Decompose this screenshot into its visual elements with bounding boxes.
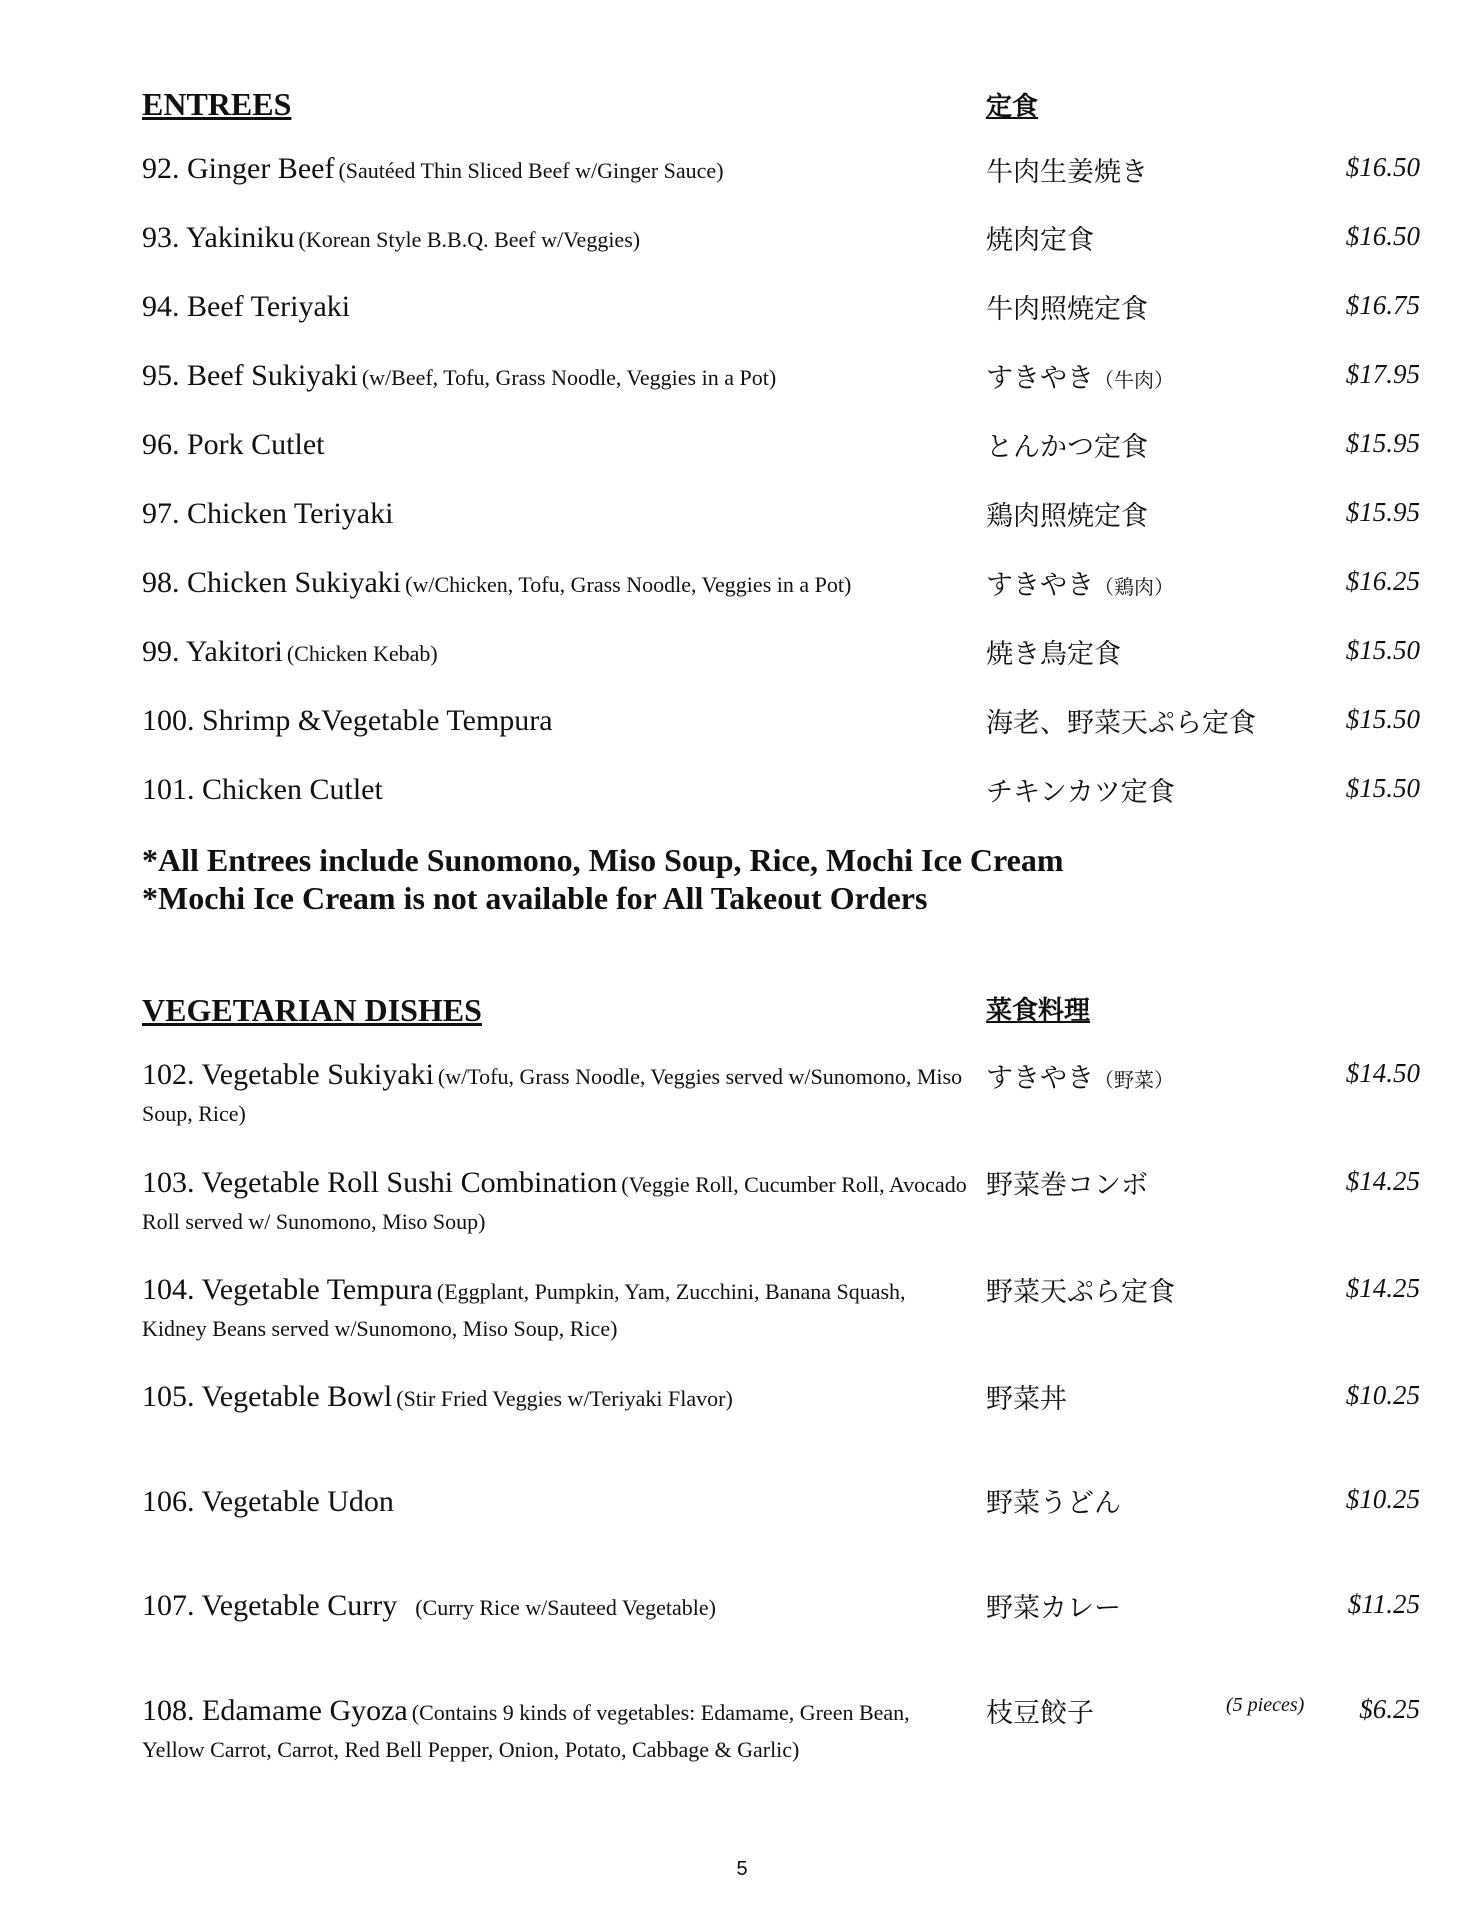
item-price: $15.50 — [1345, 773, 1420, 803]
entrees-note-included: *All Entrees include Sunomono, Miso Soup, Rice, Mochi Ice Cream — [142, 842, 1064, 878]
item-jp: 野菜巻コンボ — [986, 1170, 1148, 1201]
item-name: 94. Beef Teriyaki — [142, 290, 351, 323]
menu-item-101 — [142, 773, 972, 812]
item-desc: (Stir Fried Veggies w/Teriyaki Flavor) — [396, 1386, 733, 1411]
menu-item-92 — [142, 152, 972, 191]
item-jp: すきやき（野菜） — [986, 1063, 1174, 1094]
item-price: $6.25 — [1359, 1694, 1420, 1724]
menu-item-108 — [142, 1694, 972, 1770]
item-price: $14.50 — [1345, 1058, 1420, 1088]
gyoza-pieces: (5 pieces) — [1226, 1694, 1305, 1716]
item-name: 98. Chicken Sukiyaki — [142, 566, 402, 599]
item-price: $15.95 — [1345, 497, 1420, 527]
item-price: $10.25 — [1345, 1380, 1420, 1410]
item-price: $15.95 — [1345, 428, 1420, 458]
item-price: $16.50 — [1345, 221, 1420, 251]
menu-item-97 — [142, 497, 972, 536]
item-name: 101. Chicken Cutlet — [142, 773, 383, 806]
item-price: $11.25 — [1347, 1589, 1420, 1619]
item-desc: (w/Tofu, Grass Noodle, Veggies served w/Sunomono, Miso Soup, Rice) — [142, 1064, 963, 1126]
item-price: $16.25 — [1345, 566, 1420, 596]
item-jp: 牛肉生姜焼き — [986, 157, 1148, 188]
menu-item-107 — [142, 1589, 972, 1628]
item-desc: (Curry Rice w/Sauteed Vegetable) — [415, 1595, 717, 1620]
item-price: $16.50 — [1345, 152, 1420, 182]
item-name: 96. Pork Cutlet — [142, 428, 325, 461]
item-name: 97. Chicken Teriyaki — [142, 497, 394, 530]
item-jp: 焼肉定食 — [986, 225, 1094, 256]
menu-item-94 — [142, 290, 972, 329]
item-jp: 焼き鳥定食 — [986, 639, 1121, 670]
item-jp: チキンカツ定食 — [986, 777, 1175, 808]
entrees-heading: ENTREES — [142, 86, 292, 122]
item-name: 92. Ginger Beef — [142, 152, 335, 185]
menu-item-104 — [142, 1273, 972, 1349]
item-name: 102. Vegetable Sukiyaki — [142, 1058, 434, 1091]
item-price: $15.50 — [1345, 635, 1420, 665]
item-jp: 牛肉照焼定食 — [986, 294, 1148, 325]
item-name: 105. Vegetable Bowl — [142, 1380, 393, 1413]
item-jp: 海老、野菜天ぷら定食 — [986, 708, 1256, 739]
item-price: $15.50 — [1345, 704, 1420, 734]
item-jp: とんかつ定食 — [986, 432, 1148, 463]
item-name: 106. Vegetable Udon — [142, 1485, 394, 1518]
page-number: 5 — [736, 1858, 748, 1880]
item-desc: (w/Beef, Tofu, Grass Noodle, Veggies in a Pot) — [361, 365, 777, 390]
item-name: 108. Edamame Gyoza — [142, 1694, 408, 1727]
menu-item-102 — [142, 1058, 972, 1134]
menu-item-93 — [142, 221, 972, 260]
menu-item-98 — [142, 566, 972, 605]
item-jp: 鶏肉照焼定食 — [986, 501, 1148, 532]
item-jp: 野菜うどん — [986, 1488, 1121, 1519]
item-name: 107. Vegetable Curry — [142, 1589, 398, 1622]
item-name: 103. Vegetable Roll Sushi Combination — [142, 1166, 618, 1199]
item-price: $14.25 — [1345, 1166, 1420, 1196]
item-name: 104. Vegetable Tempura — [142, 1273, 433, 1306]
menu-item-99 — [142, 635, 972, 674]
item-jp: 野菜カレー — [986, 1593, 1121, 1624]
item-price: $14.25 — [1345, 1273, 1420, 1303]
vegetarian-heading: VEGETARIAN DISHES — [142, 992, 482, 1028]
item-name: 93. Yakiniku — [142, 221, 295, 254]
item-desc: (Chicken Kebab) — [286, 641, 438, 666]
item-jp: 野菜丼 — [986, 1384, 1067, 1415]
item-name: 95. Beef Sukiyaki — [142, 359, 358, 392]
item-desc: (Veggie Roll, Cucumber Roll, Avocado Roll served w/ Sunomono, Miso Soup) — [142, 1172, 967, 1234]
menu-item-105 — [142, 1380, 972, 1419]
entrees-heading-jp: 定食 — [986, 92, 1039, 122]
menu-item-106 — [142, 1485, 972, 1524]
item-name: 100. Shrimp &Vegetable Tempura — [142, 704, 553, 737]
menu-item-96 — [142, 428, 972, 467]
vegetarian-heading-jp: 菜食料理 — [986, 996, 1091, 1026]
item-name: 99. Yakitori — [142, 635, 283, 668]
item-price: $10.25 — [1345, 1484, 1420, 1514]
item-desc: (Contains 9 kinds of vegetables: Edamame, Green Bean, Yellow Carrot, Carrot, Red Bell Pepper, Onion, Potato, Cabbage & Garlic) — [142, 1700, 910, 1762]
item-desc: (Korean Style B.B.Q. Beef w/Veggies) — [298, 227, 641, 252]
menu-item-103 — [142, 1166, 972, 1242]
item-price: $16.75 — [1345, 290, 1420, 320]
item-desc: (Eggplant, Pumpkin, Yam, Zucchini, Banana Squash, Kidney Beans served w/Sunomono, Miso Soup, Rice) — [142, 1279, 906, 1341]
item-desc: (w/Chicken, Tofu, Grass Noodle, Veggies in a Pot) — [405, 572, 852, 597]
item-jp: すきやき（鶏肉） — [986, 570, 1174, 601]
item-jp: 枝豆餃子 — [986, 1698, 1094, 1729]
menu-item-95 — [142, 359, 972, 398]
menu-item-100 — [142, 704, 972, 743]
item-desc: (Sautéed Thin Sliced Beef w/Ginger Sauce) — [338, 158, 724, 183]
item-price: $17.95 — [1345, 359, 1420, 389]
entrees-note-takeout: *Mochi Ice Cream is not available for All Takeout Orders — [142, 880, 928, 916]
item-jp: すきやき（牛肉） — [986, 363, 1174, 394]
item-jp: 野菜天ぷら定食 — [986, 1277, 1175, 1308]
